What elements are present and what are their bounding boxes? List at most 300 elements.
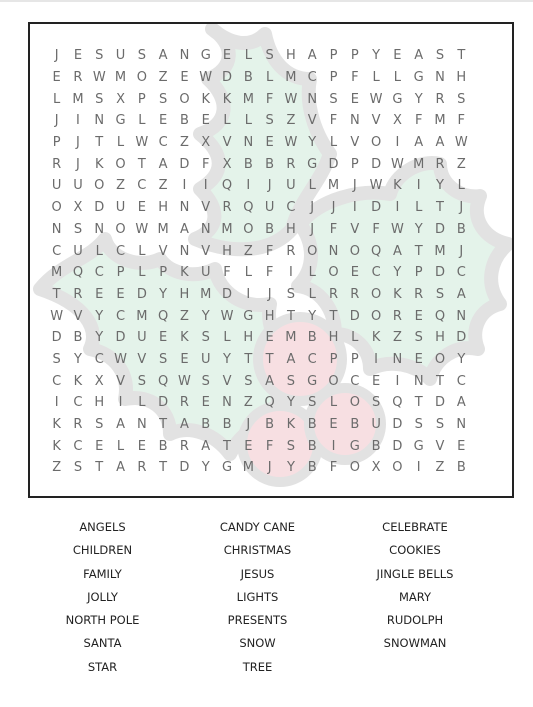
grid-letter[interactable]: S xyxy=(414,330,423,346)
grid-letter[interactable]: I xyxy=(76,113,80,129)
grid-letter[interactable]: K xyxy=(94,156,104,172)
grid-letter[interactable]: X xyxy=(392,113,402,129)
grid-letter[interactable]: T xyxy=(223,438,231,454)
grid-letter[interactable]: A xyxy=(179,221,189,237)
grid-letter[interactable]: Z xyxy=(392,330,402,346)
grid-letter[interactable]: N xyxy=(179,200,190,216)
grid-letter[interactable]: Q xyxy=(72,265,84,281)
grid-letter[interactable]: Y xyxy=(73,351,82,367)
grid-letter[interactable]: U xyxy=(286,178,296,194)
grid-letter[interactable]: F xyxy=(414,113,423,129)
grid-letter[interactable]: A xyxy=(307,48,317,64)
grid-letter[interactable]: R xyxy=(73,286,83,302)
grid-letter[interactable]: N xyxy=(94,113,105,129)
grid-letter[interactable]: A xyxy=(435,135,445,151)
grid-letter[interactable]: C xyxy=(456,265,466,281)
grid-letter[interactable]: E xyxy=(414,308,423,324)
grid-letter[interactable]: C xyxy=(52,373,62,389)
grid-letter[interactable]: N xyxy=(307,91,318,107)
grid-letter[interactable]: O xyxy=(115,221,126,237)
grid-letter[interactable]: P xyxy=(329,70,338,86)
grid-letter[interactable]: R xyxy=(392,308,402,324)
grid-letter[interactable]: F xyxy=(265,243,274,259)
grid-letter[interactable]: C xyxy=(116,243,126,259)
grid-letter[interactable]: L xyxy=(372,70,380,86)
grid-letter[interactable]: W xyxy=(284,135,298,151)
grid-letter[interactable]: J xyxy=(267,178,272,194)
grid-letter[interactable]: J xyxy=(331,200,336,216)
grid-letter[interactable]: F xyxy=(329,460,338,476)
grid-letter[interactable]: Z xyxy=(179,308,189,324)
grid-letter[interactable]: W xyxy=(50,308,64,324)
grid-letter[interactable]: O xyxy=(370,308,382,324)
grid-letter[interactable]: I xyxy=(395,135,400,151)
grid-letter[interactable]: M xyxy=(242,91,254,107)
grid-letter[interactable]: N xyxy=(413,373,424,389)
grid-letter[interactable]: E xyxy=(73,48,83,64)
grid-letter[interactable]: D xyxy=(115,330,126,346)
grid-letter[interactable]: L xyxy=(244,113,252,129)
grid-letter[interactable]: E xyxy=(137,200,146,216)
grid-letter[interactable]: P xyxy=(350,351,359,367)
grid-letter[interactable]: K xyxy=(286,417,296,433)
grid-letter[interactable]: B xyxy=(456,460,466,476)
grid-letter[interactable]: D xyxy=(456,330,467,346)
grid-letter[interactable]: U xyxy=(115,48,126,64)
grid-letter[interactable]: K xyxy=(371,330,381,346)
grid-letter[interactable]: F xyxy=(223,265,231,281)
grid-letter[interactable]: Q xyxy=(158,373,169,389)
grid-letter[interactable]: Z xyxy=(116,178,125,194)
grid-letter[interactable]: T xyxy=(159,460,168,476)
grid-letter[interactable]: U xyxy=(51,178,62,194)
grid-letter[interactable]: K xyxy=(222,91,232,107)
grid-letter[interactable]: V xyxy=(307,113,317,129)
grid-letter[interactable]: E xyxy=(116,286,125,302)
grid-letter[interactable]: B xyxy=(222,417,232,433)
grid-letter[interactable]: E xyxy=(265,330,274,346)
grid-letter[interactable]: E xyxy=(350,91,359,107)
grid-letter[interactable]: C xyxy=(371,265,381,281)
grid-letter[interactable]: N xyxy=(179,243,190,259)
grid-letter[interactable]: M xyxy=(114,70,127,86)
grid-letter[interactable]: V xyxy=(137,351,147,367)
grid-letter[interactable]: O xyxy=(370,135,382,151)
grid-letter[interactable]: I xyxy=(288,265,293,281)
grid-letter[interactable]: D xyxy=(94,200,105,216)
grid-letter[interactable]: C xyxy=(307,70,317,86)
grid-letter[interactable]: D xyxy=(392,417,403,433)
grid-letter[interactable]: L xyxy=(329,395,338,411)
grid-letter[interactable]: T xyxy=(52,286,61,302)
grid-letter[interactable]: O xyxy=(349,460,360,476)
grid-letter[interactable]: V xyxy=(222,135,232,151)
grid-letter[interactable]: D xyxy=(179,156,190,172)
grid-letter[interactable]: J xyxy=(246,417,251,433)
grid-letter[interactable]: U xyxy=(371,417,381,433)
grid-letter[interactable]: N xyxy=(456,308,467,324)
grid-letter[interactable]: N xyxy=(243,135,254,151)
grid-letter[interactable]: C xyxy=(137,178,147,194)
grid-letter[interactable]: L xyxy=(265,70,274,86)
grid-letter[interactable]: P xyxy=(350,156,359,172)
grid-letter[interactable]: D xyxy=(434,265,445,281)
grid-letter[interactable]: J xyxy=(267,460,272,476)
grid-letter[interactable]: F xyxy=(265,265,274,281)
grid-letter[interactable]: L xyxy=(95,243,103,259)
grid-letter[interactable]: A xyxy=(456,286,466,302)
grid-letter[interactable]: K xyxy=(73,373,83,389)
grid-letter[interactable]: B xyxy=(179,113,189,129)
grid-letter[interactable]: L xyxy=(138,395,146,411)
grid-letter[interactable]: H xyxy=(94,395,105,411)
grid-letter[interactable]: H xyxy=(286,221,296,237)
grid-letter[interactable]: B xyxy=(350,417,360,433)
grid-letter[interactable]: E xyxy=(95,438,104,454)
grid-letter[interactable]: E xyxy=(159,113,168,129)
grid-letter[interactable]: B xyxy=(73,330,83,346)
grid-letter[interactable]: W xyxy=(369,178,383,194)
grid-letter[interactable]: S xyxy=(95,417,104,433)
grid-letter[interactable]: Q xyxy=(221,178,233,194)
grid-letter[interactable]: M xyxy=(327,178,340,194)
grid-letter[interactable]: Y xyxy=(436,178,444,194)
grid-letter[interactable]: W xyxy=(390,221,404,237)
grid-letter[interactable]: I xyxy=(352,200,357,216)
grid-letter[interactable]: Z xyxy=(158,178,168,194)
grid-letter[interactable]: E xyxy=(180,351,189,367)
grid-letter[interactable]: G xyxy=(413,438,424,454)
grid-letter[interactable]: G xyxy=(243,308,254,324)
grid-letter[interactable]: F xyxy=(265,438,274,454)
grid-letter[interactable]: Y xyxy=(223,351,231,367)
grid-letter[interactable]: Y xyxy=(308,308,317,324)
grid-letter[interactable]: T xyxy=(414,395,423,411)
grid-letter[interactable]: J xyxy=(352,178,357,194)
grid-letter[interactable]: A xyxy=(158,48,168,64)
grid-letter[interactable]: I xyxy=(374,351,379,367)
grid-letter[interactable]: X xyxy=(201,135,211,151)
grid-letter[interactable]: W xyxy=(92,70,106,86)
grid-letter[interactable]: H xyxy=(328,330,339,346)
grid-letter[interactable]: Q xyxy=(243,200,254,216)
grid-letter[interactable]: D xyxy=(371,156,382,172)
grid-letter[interactable]: W xyxy=(135,221,149,237)
grid-letter[interactable]: D xyxy=(158,395,169,411)
grid-letter[interactable]: H xyxy=(456,70,467,86)
grid-letter[interactable]: R xyxy=(435,156,445,172)
grid-letter[interactable]: O xyxy=(94,178,105,194)
grid-letter[interactable]: L xyxy=(53,91,61,107)
grid-letter[interactable]: S xyxy=(201,373,210,389)
grid-letter[interactable]: O xyxy=(434,351,446,367)
grid-letter[interactable]: R xyxy=(222,200,232,216)
grid-letter[interactable]: W xyxy=(178,373,191,389)
grid-letter[interactable]: J xyxy=(459,243,464,259)
grid-letter[interactable]: L xyxy=(351,330,359,346)
grid-letter[interactable]: N xyxy=(435,70,445,86)
grid-letter[interactable]: A xyxy=(392,243,402,259)
grid-letter[interactable]: Y xyxy=(457,351,466,367)
grid-letter[interactable]: D xyxy=(434,395,445,411)
grid-letter[interactable]: B xyxy=(265,156,275,172)
grid-letter[interactable]: I xyxy=(416,178,421,194)
grid-letter[interactable]: S xyxy=(286,373,296,389)
grid-letter[interactable]: N xyxy=(200,221,211,237)
grid-letter[interactable]: M xyxy=(285,330,297,346)
grid-letter[interactable]: Q xyxy=(158,308,169,324)
grid-letter[interactable]: D xyxy=(51,330,62,346)
grid-letter[interactable]: R xyxy=(179,395,189,411)
grid-letter[interactable]: T xyxy=(436,373,444,389)
grid-letter[interactable]: Z xyxy=(52,460,62,476)
grid-letter[interactable]: W xyxy=(220,308,234,324)
grid-letter[interactable]: O xyxy=(51,200,62,216)
grid-letter[interactable]: Y xyxy=(286,395,295,411)
grid-letter[interactable]: S xyxy=(265,113,274,129)
grid-letter[interactable]: R xyxy=(286,156,296,172)
grid-letter[interactable]: U xyxy=(200,265,211,281)
grid-letter[interactable]: B xyxy=(371,438,381,454)
grid-letter[interactable]: C xyxy=(52,243,62,259)
grid-letter[interactable]: T xyxy=(265,351,274,367)
grid-letter[interactable]: Y xyxy=(159,286,168,302)
grid-letter[interactable]: L xyxy=(308,265,316,281)
grid-letter[interactable]: H xyxy=(435,330,445,346)
grid-letter[interactable]: E xyxy=(180,70,189,86)
grid-letter[interactable]: W xyxy=(454,135,468,151)
grid-letter[interactable]: B xyxy=(307,417,317,433)
grid-letter[interactable]: Y xyxy=(393,265,402,281)
grid-letter[interactable]: R xyxy=(435,91,445,107)
grid-letter[interactable]: S xyxy=(159,91,168,107)
grid-letter[interactable]: B xyxy=(265,221,275,237)
grid-letter[interactable]: J xyxy=(54,48,59,64)
grid-letter[interactable]: R xyxy=(52,156,62,172)
grid-letter[interactable]: Y xyxy=(95,308,104,324)
grid-letter[interactable]: J xyxy=(54,113,59,129)
grid-letter[interactable]: P xyxy=(414,265,423,281)
grid-letter[interactable]: H xyxy=(243,330,254,346)
grid-letter[interactable]: S xyxy=(457,91,466,107)
grid-letter[interactable]: U xyxy=(73,243,83,259)
grid-letter[interactable]: D xyxy=(392,438,403,454)
grid-letter[interactable]: E xyxy=(371,373,381,389)
grid-letter[interactable]: Q xyxy=(370,243,382,259)
grid-letter[interactable]: Y xyxy=(414,91,423,107)
grid-letter[interactable]: S xyxy=(329,91,338,107)
grid-letter[interactable]: E xyxy=(95,286,104,302)
grid-letter[interactable]: S xyxy=(244,373,253,389)
grid-letter[interactable]: E xyxy=(222,48,232,64)
grid-letter[interactable]: T xyxy=(137,156,146,172)
grid-letter[interactable]: O xyxy=(370,286,382,302)
grid-letter[interactable]: P xyxy=(329,351,338,367)
grid-letter[interactable]: G xyxy=(307,373,318,389)
grid-letter[interactable]: V xyxy=(435,438,445,454)
grid-letter[interactable]: S xyxy=(73,460,83,476)
grid-letter[interactable]: T xyxy=(329,308,338,324)
grid-letter[interactable]: P xyxy=(116,265,125,281)
grid-letter[interactable]: V xyxy=(73,308,83,324)
grid-letter[interactable]: U xyxy=(115,200,126,216)
grid-letter[interactable]: S xyxy=(435,286,445,302)
grid-letter[interactable]: Z xyxy=(286,113,296,129)
grid-letter[interactable]: E xyxy=(457,438,466,454)
grid-letter[interactable]: B xyxy=(243,156,253,172)
grid-letter[interactable]: S xyxy=(414,417,423,433)
grid-letter[interactable]: U xyxy=(73,178,83,194)
grid-letter[interactable]: W xyxy=(114,351,127,367)
grid-letter[interactable]: K xyxy=(52,417,61,433)
grid-letter[interactable]: F xyxy=(201,156,210,172)
grid-letter[interactable]: C xyxy=(307,351,317,367)
grid-letter[interactable]: Z xyxy=(435,460,445,476)
grid-letter[interactable]: Y xyxy=(286,460,295,476)
grid-letter[interactable]: T xyxy=(159,417,168,433)
grid-letter[interactable]: E xyxy=(350,265,359,281)
grid-letter[interactable]: D xyxy=(136,286,147,302)
grid-letter[interactable]: S xyxy=(286,286,296,302)
grid-letter[interactable]: H xyxy=(179,286,190,302)
grid-letter[interactable]: C xyxy=(73,395,83,411)
grid-letter[interactable]: H xyxy=(264,308,275,324)
grid-letter[interactable]: L xyxy=(138,113,146,129)
grid-letter[interactable]: S xyxy=(308,395,317,411)
grid-letter[interactable]: V xyxy=(116,373,125,389)
grid-letter[interactable]: V xyxy=(158,243,168,259)
grid-letter[interactable]: F xyxy=(329,221,338,237)
grid-letter[interactable]: L xyxy=(393,70,402,86)
grid-letter[interactable]: M xyxy=(51,265,63,281)
grid-letter[interactable]: T xyxy=(457,48,466,64)
grid-letter[interactable]: T xyxy=(95,460,104,476)
grid-letter[interactable]: E xyxy=(393,48,402,64)
grid-letter[interactable]: V xyxy=(371,113,381,129)
grid-letter[interactable]: I xyxy=(118,395,123,411)
grid-letter[interactable]: N xyxy=(456,417,467,433)
grid-letter[interactable]: I xyxy=(182,178,187,194)
grid-letter[interactable]: U xyxy=(200,351,211,367)
grid-letter[interactable]: S xyxy=(73,221,83,237)
grid-letter[interactable]: S xyxy=(265,48,274,64)
grid-letter[interactable]: M xyxy=(72,91,84,107)
grid-letter[interactable]: S xyxy=(52,351,61,367)
grid-letter[interactable]: I xyxy=(331,438,336,454)
grid-letter[interactable]: X xyxy=(222,156,232,172)
grid-letter[interactable]: M xyxy=(434,243,446,259)
grid-letter[interactable]: E xyxy=(244,438,253,454)
grid-letter[interactable]: L xyxy=(415,200,423,216)
grid-letter[interactable]: T xyxy=(95,135,104,151)
grid-letter[interactable]: W xyxy=(369,91,383,107)
grid-letter[interactable]: P xyxy=(329,48,338,64)
grid-letter[interactable]: F xyxy=(457,113,466,129)
grid-letter[interactable]: N xyxy=(136,417,147,433)
grid-letter[interactable]: I xyxy=(416,460,421,476)
grid-letter[interactable]: H xyxy=(286,48,296,64)
grid-letter[interactable]: L xyxy=(223,330,231,346)
grid-letter[interactable]: J xyxy=(310,221,315,237)
grid-letter[interactable]: E xyxy=(414,351,423,367)
grid-letter[interactable]: X xyxy=(94,373,104,389)
grid-letter[interactable]: Z xyxy=(243,243,253,259)
grid-letter[interactable]: N xyxy=(179,48,190,64)
grid-letter[interactable]: N xyxy=(94,221,105,237)
grid-letter[interactable]: E xyxy=(137,438,146,454)
grid-letter[interactable]: W xyxy=(390,156,404,172)
grid-letter[interactable]: I xyxy=(395,373,400,389)
grid-letter[interactable]: Q xyxy=(434,308,446,324)
grid-letter[interactable]: Q xyxy=(264,395,275,411)
grid-letter[interactable]: E xyxy=(329,417,338,433)
grid-letter[interactable]: S xyxy=(435,48,445,64)
grid-letter[interactable]: K xyxy=(52,438,61,454)
grid-letter[interactable]: A xyxy=(201,438,211,454)
grid-letter[interactable]: D xyxy=(371,200,382,216)
grid-letter[interactable]: O xyxy=(243,221,254,237)
grid-letter[interactable]: R xyxy=(286,243,296,259)
grid-letter[interactable]: T xyxy=(286,308,295,324)
grid-letter[interactable]: M xyxy=(221,221,233,237)
grid-letter[interactable]: O xyxy=(328,373,339,389)
grid-letter[interactable]: S xyxy=(95,91,104,107)
grid-letter[interactable]: A xyxy=(456,395,466,411)
grid-letter[interactable]: J xyxy=(310,200,315,216)
grid-letter[interactable]: L xyxy=(116,135,125,151)
grid-letter[interactable]: N xyxy=(222,395,232,411)
grid-letter[interactable]: M xyxy=(413,156,425,172)
grid-letter[interactable]: H xyxy=(222,243,232,259)
grid-letter[interactable]: V xyxy=(201,243,211,259)
grid-letter[interactable]: R xyxy=(73,70,83,86)
grid-letter[interactable]: S xyxy=(137,48,146,64)
grid-letter[interactable]: M xyxy=(136,308,148,324)
grid-letter[interactable]: D xyxy=(328,156,339,172)
grid-letter[interactable]: N xyxy=(51,221,62,237)
grid-letter[interactable]: G xyxy=(115,113,126,129)
grid-letter[interactable]: C xyxy=(94,351,104,367)
grid-letter[interactable]: C xyxy=(158,135,168,151)
grid-letter[interactable]: S xyxy=(95,48,104,64)
grid-letter[interactable]: A xyxy=(265,373,275,389)
grid-letter[interactable]: P xyxy=(350,48,359,64)
grid-letter[interactable]: S xyxy=(159,351,168,367)
grid-letter[interactable]: C xyxy=(286,200,296,216)
grid-letter[interactable]: B xyxy=(456,221,466,237)
grid-letter[interactable]: L xyxy=(457,178,465,194)
grid-letter[interactable]: J xyxy=(267,286,272,302)
grid-letter[interactable]: B xyxy=(265,417,275,433)
grid-letter[interactable]: C xyxy=(350,373,360,389)
grid-letter[interactable]: P xyxy=(137,91,146,107)
grid-letter[interactable]: I xyxy=(246,286,251,302)
grid-letter[interactable]: Z xyxy=(158,70,168,86)
grid-letter[interactable]: A xyxy=(116,460,125,476)
grid-letter[interactable]: M xyxy=(434,113,446,129)
grid-letter[interactable]: N xyxy=(328,243,339,259)
grid-letter[interactable]: Y xyxy=(201,308,210,324)
grid-letter[interactable]: I xyxy=(395,200,400,216)
grid-letter[interactable]: E xyxy=(159,330,168,346)
grid-letter[interactable]: A xyxy=(158,156,168,172)
grid-letter[interactable]: C xyxy=(94,265,104,281)
grid-letter[interactable]: C xyxy=(73,438,83,454)
grid-letter[interactable]: O xyxy=(328,265,339,281)
grid-letter[interactable]: D xyxy=(349,308,360,324)
grid-letter[interactable]: L xyxy=(244,265,252,281)
grid-letter[interactable]: G xyxy=(221,460,233,476)
